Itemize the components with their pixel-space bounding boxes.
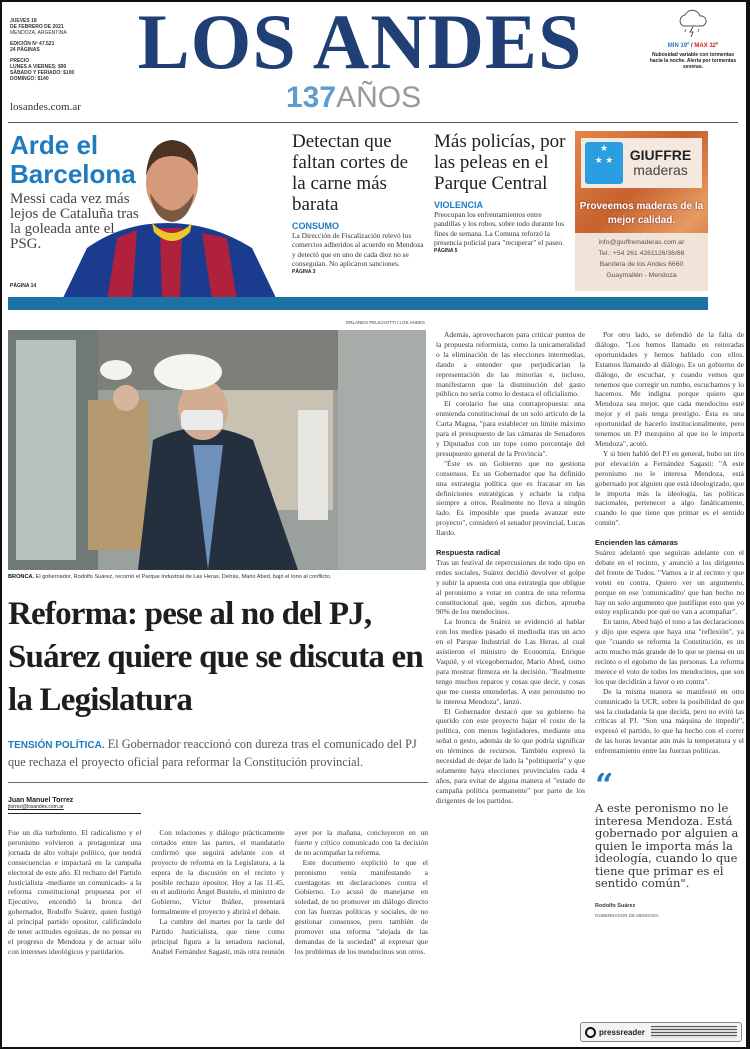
main-article-left <box>8 573 428 957</box>
paragraph: El corolario fue una contrapropuesta: una enmienda constitucional de un solo artículo de la Carta Magna, "para establecer un límite máximo para el presupuesto de las cámaras de Senadores y Diputados con un tope como porcentaje del presupuesto general de la Provincia". <box>436 399 585 458</box>
caption-label: BRONCA. <box>8 574 35 580</box>
story-policias[interactable] <box>434 131 566 254</box>
date-line: JUEVES 18 <box>10 18 37 24</box>
story-policias-kicker: VIOLENCIA <box>434 200 484 210</box>
story-barcelona-page: PÁGINA 14 <box>10 283 37 289</box>
article-body-right-col2 <box>595 330 744 921</box>
author-email[interactable]: jtorrez@losandes.com.ar <box>8 804 64 810</box>
paragraph: El Gobernador destacó que su gobierno ha querido con este proyecto bajar el costo de la política, con menos legisladores, mediante una señal o gesto, además de lo que podría significar en términos de recursos. También expresó la necesidad de dejar de lado la "politiquería" y que solamente haya elecciones provinciales cada 4 años, para evitar de alguna manera el "estado de campaña política permanente" por parte de los dirigentes de los partidos. <box>436 706 585 805</box>
date-line-2: DE FEBRERO DE 2021 <box>10 24 64 30</box>
story-carne-kicker: CONSUMO <box>292 221 339 231</box>
anniversary-word: AÑOS <box>336 81 422 114</box>
story-carne-page: PÁGINA 3 <box>292 268 316 275</box>
paragraph: La cumbre del martes por la tarde del Partido Justicialista, que tiene como principal figura a la senadora nacional, Anabel Fernández Sagasti, más otra reunión ayer por la mañana, concluyeron en un fuerte y crítico comunicado con la decisión de no acompañar la reforma. <box>151 828 428 956</box>
author-name: Juan Manuel Torrez <box>8 797 74 804</box>
edition-info <box>10 18 90 87</box>
main-photo <box>8 330 426 570</box>
paragraph: Este documento explicitó lo que el peronismo venía manifestando a cuentagotas en declaraciones contra el Gobierno. Lo acusó de manejarse en soledad, de no promover un diálogo directo con las fuerzas políticas y sociales, de no gestionar consensos, pero también de promover una reforma "alejada de las demandas de la sociedad" al expresar que los problemas de los mendocinos son otros. <box>294 857 428 956</box>
page-count: 24 PÁGINAS <box>10 47 40 53</box>
paragraph: Con relaciones y diálogo prácticamente cortados entre las partes, el mandatario confirmó que seguirá adelante con el proyecto de reforma en la Legislatura, a la espera de la discusión en el recinto y posible rechazo opositor. Hoy a las 11.45, en el auditorio Ángel Bustelo, el ministro de Gobierno, Víctor Ibáñez, presentará formalmente el proyecto y abrirá el debate. <box>151 828 285 917</box>
subhead-encienden-camaras: Encienden las cámaras <box>595 538 678 548</box>
story-carne-headline[interactable]: Detectan que faltan cortes de la carne más barata <box>292 131 409 215</box>
byline <box>8 797 141 814</box>
subhead-respuesta-radical: Respuesta radical <box>436 548 501 558</box>
paragraph: En tanto, Abed bajó el tono a las declaraciones y dijo que espera que haya una "reflexión", ya que "cuando se reforma la Constitución, es un acto mucho más grande de lo que se piensa en un recinto o el egoísmo de las personas. La reforma merece el voto de todos los mendocinos, que son los que decidirán a favor o en contra". <box>595 617 744 686</box>
paragraph: De la misma manera se manifestó en otro comunicado la UCR, sobre la posibilidad de que sea la ciudadanía la que decida, pero no evitó las críticas al PJ. "Son una máquina de impedir", expresó el partido, lo que ha hecho con el correr de las horas levantar aún más la temperatura y el enfrentamiento entre las fuerzas políticas. <box>595 686 744 756</box>
pressreader-fine-print <box>651 1026 737 1038</box>
story-policias-page: PÁGINA 5 <box>434 247 458 254</box>
max-temp: MAX 32º <box>694 43 719 49</box>
ad-slogan: Proveemos maderas de la mejor calidad. <box>579 201 704 226</box>
photo-caption <box>8 573 428 581</box>
main-headline[interactable]: Reforma: pese al no del PJ, Suárez quiere que se discuta en la Legislatura <box>8 596 423 718</box>
newspaper-logo: LOS ANDES <box>137 0 583 85</box>
stars-logo-icon: ★ ★ ★ <box>585 142 623 184</box>
price-label: PRECIO <box>10 58 30 64</box>
paragraph: Tras un festival de repercusiones de todo tipo en redes sociales, Suárez decidió devolver el golpe y subir la apuesta con una estrategia que obligue al peronismo a votar en contra de una reforma constitucional que, según sus dichos, aprueba 90% de los mendocinos. <box>436 557 585 617</box>
paragraph: La bronca de Suárez se evidenció al hablar con los medios pasado el mediodía tras un acto en el Parque Industrial de Las Heras, al cual asistieron el ministro de Economía, Enrique Vaquié, y el vicegobernador, Mario Abed, como para mostrar firmeza en la decisión. "Realmente tengo muchos reparos y cosas que decir, y cosas que me cuesta entenderlas. A este peronismo no le interesa Mendoza", lanzó. <box>436 617 585 706</box>
storm-cloud-icon <box>675 8 711 38</box>
story-carne-body: La Dirección de Fiscalización relevó los comercios adheridos al acuerdo en Mendoza y detectó que en uno de cada diez no se conseguían. No aplicaron sanciones. <box>292 231 424 269</box>
article-body-left <box>8 828 428 957</box>
pressreader-logo-icon <box>585 1027 596 1038</box>
pressreader-label: pressreader <box>599 1027 645 1037</box>
caption-text: El gobernador, Rodolfo Suárez, recorrió el Parque Industrial de Las Heras. Detrás, Mario Abed, bajó el tono al conflicto. <box>35 574 332 580</box>
website-link[interactable]: losandes.com.ar <box>10 101 81 113</box>
story-policias-body: Preocupan los enfrentamientos entre pandillas y los robos, sobre todo durante los fines de semana. La Comuna reforzó la presencia policial para "recuperar" el paseo. <box>434 210 565 248</box>
section-bar <box>8 297 708 310</box>
pressreader-badge[interactable] <box>580 1022 742 1042</box>
paragraph: Y si bien habló del PJ en general, hubo un tiro por elevación a Fernández Sagasti: "A este peronismo no le interesa Mendoza, está gobernado por alguien que está ideologizado, que le importa más la ideología, las políticas nacionales, pertenecer a algo fanáticamente, cuando lo que tiene que primar es el sentido común". <box>595 448 744 528</box>
deck-label: TENSIÓN POLÍTICA. <box>8 740 105 751</box>
quote-role: GOBERNADOR DE MENDOZA <box>595 913 659 919</box>
pull-quote <box>595 766 744 921</box>
anniversary-number: 137 <box>286 81 337 114</box>
story-carne[interactable] <box>292 131 424 275</box>
ad-brand: GIUFFRE <box>629 147 692 163</box>
ad-address: Bandera de los Andes 6660 <box>599 261 684 268</box>
anniversary-badge <box>286 82 421 114</box>
paragraph: Fue un día turbulento. El radicalismo y el peronismo volvieron a protagonizar una jornada de alto voltaje político, que tendrá consecuencias e impactará en la campaña electoral de este año. El rechazo del Partido Justicialista -mediante un comunicado- a la reforma constitucional propuesta por el Ejecutivo, encendió la bronca del gobernador, Rodolfo Suárez, quien fustigó al principal partido opositor, calificándolo de tener actitudes egoístas, de no pensar en el progreso de Mendoza y de actuar sólo con intereses ideológicos y partidarios. <box>8 828 142 956</box>
photo-credit: ORLANDO PELICHOTTI / LOS ANDES <box>345 320 425 325</box>
ad-email: info@giuffremaderas.com.ar <box>598 239 685 246</box>
paragraph: Suárez adelantó que seguirán adelante con el debate en el recinto, y anunció a los dirigentes del frente de Todos. "Vamos a ir al recinto y que voten en contra. Quiero ver un argumento, porque en ese 'comunicadito' que han hecho no hay un solo argumento que justifique esto que yo estoy explicando por qué no van a acompañar". <box>595 548 744 617</box>
giuffre-advertisement[interactable] <box>575 131 708 291</box>
price-saturday: SÁBADO Y FERIADO: $100 <box>10 70 75 76</box>
edition-number: EDICIÓN Nº 47.521 <box>10 41 55 47</box>
ad-city: Guaymallén - Mendoza <box>606 272 677 279</box>
paragraph: "Éste es un Gobierno que no gestiona consensos. Es un Gobernador que ha definido una estrategia política que es fracasar en las definiciones estratégicas y echarle la culpa siempre a otros. Realmente no lleva a ningún lado. Es imposible que pueda avanzar este proyecto", consideró el senador provincial, Lucas Ilardo. <box>436 458 585 538</box>
forecast-text: Nubosidad variable con tormentas hacia la noche. Alerta por tormentas severas. <box>649 52 737 70</box>
location: MENDOZA, ARGENTINA <box>10 30 67 36</box>
min-temp: MIN 19º <box>667 43 690 49</box>
quote-mark-icon: “ <box>595 766 614 805</box>
paragraph: Además, aprovecharon para criticar puntos de la propuesta reformista, como la unicameralidad o la eliminación de las elecciones intermedias, dando a entender que perjudicarían la representación de las minorías e, incluso, manifestaron que la disminución del gasto público no sería como lo destaca el oficialismo. <box>436 330 585 399</box>
quote-author: Rodolfo Suárez <box>595 902 636 909</box>
story-barcelona-summary: Messi cada vez más lejos de Cataluña tras la goleada ante el PSG. <box>10 191 139 252</box>
quote-text: A este peronismo no le interesa Mendoza. Está gobernado por alguien a quien le importa más la ideología, cuando lo que tiene que primar es el sentido común". <box>595 801 739 891</box>
story-policias-headline[interactable]: Más policías, por las peleas en el Parque Central <box>434 131 566 194</box>
ad-phone: Tel.: +54 261 4261126/36/86 <box>598 250 685 257</box>
article-body-right-col1 <box>436 330 585 806</box>
price-weekday: LUNES A VIERNES: $90 <box>10 64 67 70</box>
masthead-divider <box>8 122 738 123</box>
paragraph: Por otro lado, se defendió de la falta de diálogo. "Los hemos llamado en reiteradas oportunidades y hemos hablado con ellos. Estamos llamando al diálogo. Es un gobierno de diálogo, de escuchar, y cuando vemos que tenemos que corregir un rumbo, escuchamos y lo hacemos. Me indigna porque quiero que Mendoza sea mejor, que cada mendocino esté mejor y el país tenga prestigio. Ésta es una oportunidad de hacerlo institucionalmente, pero tenemos un PJ mezquino al que no le importa Mendoza", acotó. <box>595 330 744 448</box>
deck-divider <box>8 782 428 783</box>
deck-text: El Gobernador reaccionó con dureza tras el comunicado del PJ que rechaza el proyecto oficial para reformar la Constitución provincial. <box>8 737 417 769</box>
story-barcelona-headline[interactable]: Arde el Barcelona <box>10 130 136 189</box>
weather-box: MIN 19º / MAX 32º Nubosidad variable con tormentas hacia la noche. Alerta por tormentas severas. <box>648 8 738 70</box>
main-deck <box>8 736 428 770</box>
price-sunday: DOMINGO: $140 <box>10 76 49 82</box>
ad-brand-sub: maderas <box>633 162 688 178</box>
